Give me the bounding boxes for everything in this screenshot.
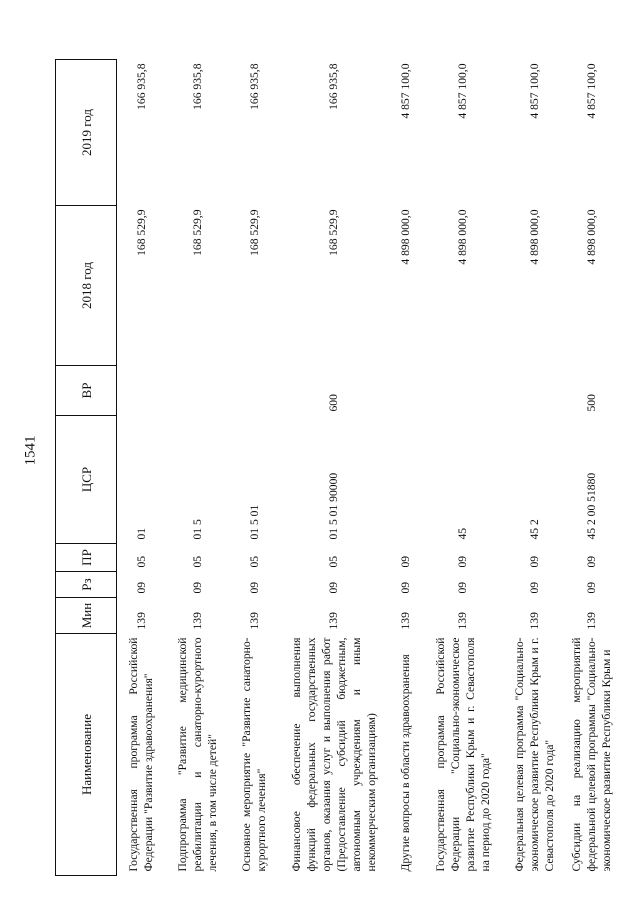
row-name: Подпрограмма "Развитие медицинской реабилитации и санаторно-курортного лечения, в том числе детей" bbox=[176, 637, 219, 872]
header-csr: ЦСР bbox=[56, 416, 117, 544]
table-header-row bbox=[56, 60, 117, 876]
row-2018: 168 529,9 bbox=[327, 209, 340, 256]
header-vr: ВР bbox=[56, 366, 117, 416]
row-min: 139 bbox=[191, 612, 204, 630]
row-pr: 05 bbox=[134, 555, 148, 568]
row-csr: 01 5 01 90000 bbox=[327, 472, 340, 540]
row-vr: 500 bbox=[585, 394, 598, 412]
row-csr: 01 5 bbox=[191, 519, 204, 540]
row-csr: 01 5 01 bbox=[247, 504, 261, 540]
row-vr bbox=[503, 366, 567, 416]
row-rz: 09 bbox=[399, 581, 412, 594]
row-min: 139 bbox=[134, 612, 148, 630]
row-rz: 09 bbox=[134, 581, 148, 594]
row-vr bbox=[117, 366, 166, 416]
row-name: Государственная программа Российской Федерации "Развитие здравоохранения" bbox=[127, 637, 156, 872]
row-pr: 09 bbox=[585, 555, 598, 568]
row-csr bbox=[389, 416, 423, 544]
row-2019: 4 857 100,0 bbox=[456, 63, 469, 119]
row-csr: 45 bbox=[456, 527, 469, 540]
table-row bbox=[279, 60, 389, 876]
row-2019: 166 935,8 bbox=[327, 63, 340, 110]
row-rz: 09 bbox=[456, 581, 469, 594]
row-vr bbox=[166, 366, 230, 416]
header-2019: 2019 год bbox=[56, 60, 117, 206]
table-row bbox=[567, 60, 617, 876]
row-2018: 4 898 000,0 bbox=[585, 209, 598, 265]
row-2019: 166 935,8 bbox=[247, 63, 261, 110]
page-number: 1541 bbox=[22, 435, 39, 465]
row-rz: 09 bbox=[247, 581, 261, 594]
row-rz: 09 bbox=[528, 581, 541, 594]
row-csr: 01 bbox=[134, 527, 148, 540]
budget-table bbox=[55, 59, 617, 876]
row-pr: 05 bbox=[247, 555, 261, 568]
row-name: Основное мероприятие "Развитие санаторно-курортного лечения" bbox=[240, 637, 268, 872]
row-name: Другие вопросы в области здравоохранения bbox=[399, 654, 412, 872]
row-2019: 4 857 100,0 bbox=[399, 63, 412, 119]
header-name: Наименование bbox=[56, 634, 117, 876]
row-pr: 09 bbox=[528, 555, 541, 568]
table-row bbox=[166, 60, 230, 876]
table-row bbox=[503, 60, 567, 876]
row-2019: 166 935,8 bbox=[134, 63, 148, 110]
header-rz: Рз bbox=[56, 572, 117, 598]
row-rz: 09 bbox=[191, 581, 204, 594]
table-row bbox=[117, 60, 166, 876]
row-rz: 09 bbox=[327, 581, 340, 594]
table-row bbox=[389, 60, 423, 876]
row-2018: 168 529,9 bbox=[191, 209, 204, 256]
row-min: 139 bbox=[247, 612, 261, 630]
row-2019: 166 935,8 bbox=[191, 63, 204, 110]
row-pr: 09 bbox=[399, 555, 412, 568]
header-2018: 2018 год bbox=[56, 206, 117, 366]
row-name: Федеральная целевая программа "Социально-экономическое развитие Республики Крым и г. Севастополя до 2020 года" bbox=[513, 637, 556, 872]
row-pr: 05 bbox=[191, 555, 204, 568]
row-csr: 45 2 00 51880 bbox=[585, 472, 598, 540]
row-2018: 168 529,9 bbox=[247, 209, 261, 256]
table-row bbox=[230, 60, 279, 876]
row-pr: 09 bbox=[456, 555, 469, 568]
budget-table-page bbox=[55, 60, 615, 876]
row-2018: 168 529,9 bbox=[134, 209, 148, 256]
row-min: 139 bbox=[585, 612, 598, 630]
row-2018: 4 898 000,0 bbox=[456, 209, 469, 265]
row-rz: 09 bbox=[585, 581, 598, 594]
row-min: 139 bbox=[327, 612, 340, 630]
row-vr bbox=[423, 366, 503, 416]
row-vr bbox=[389, 366, 423, 416]
table-row bbox=[423, 60, 503, 876]
row-2019: 4 857 100,0 bbox=[528, 63, 541, 119]
header-min: Мин bbox=[56, 598, 117, 634]
row-csr: 45 2 bbox=[528, 519, 541, 540]
row-vr: 600 bbox=[327, 394, 340, 412]
row-vr bbox=[230, 366, 279, 416]
row-2018: 4 898 000,0 bbox=[528, 209, 541, 265]
row-2018: 4 898 000,0 bbox=[399, 209, 412, 265]
row-min: 139 bbox=[528, 612, 541, 630]
row-name: Финансовое обеспечение выполнения функций федеральных государственных органов, оказания услуг и выполнения работ (Предоставление субсидий бюджетным, автономным учреждениям и иным некоммерческим организациям) bbox=[289, 637, 378, 872]
row-min: 139 bbox=[456, 612, 469, 630]
row-name: Субсидии на реализацию мероприятий федеральной целевой программы "Социально-экономическое развитие Республики Крым и bbox=[570, 637, 613, 872]
row-min: 139 bbox=[399, 612, 412, 630]
row-2019: 4 857 100,0 bbox=[585, 63, 598, 119]
row-pr: 05 bbox=[327, 555, 340, 568]
header-pr: ПР bbox=[56, 544, 117, 572]
row-name: Государственная программа Российской Федерации "Социально-экономическое развитие Республики Крым и г. Севастополя на период до 2020 года" bbox=[433, 637, 492, 872]
